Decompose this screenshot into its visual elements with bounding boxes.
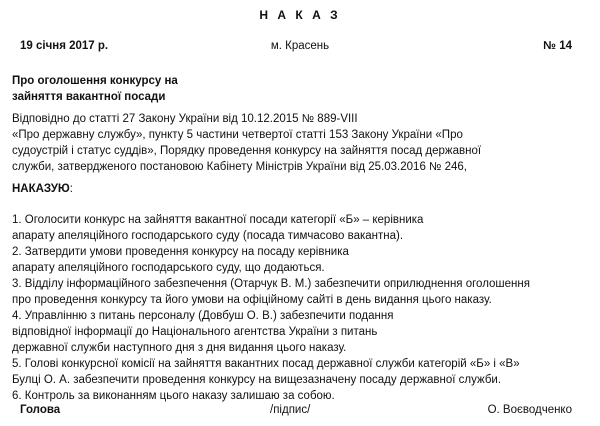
order-item-line: 6. Контроль за виконанням цього наказу залишаю за собою. — [12, 390, 335, 402]
order-items — [12, 212, 596, 404]
signature-mark: /підпис/ — [270, 404, 311, 416]
preamble-line: «Про державну службу», пункту 5 частини четвертої статті 153 Закону України «Про — [12, 129, 463, 141]
order-item-line: 4. Управлінню з питань персоналу (Довбуш О. В.) забезпечити подання — [12, 310, 394, 322]
document-title: Н А К А З — [259, 8, 341, 22]
document-date: 19 січня 2017 р. — [20, 40, 109, 52]
order-item-line: 2. Затвердити умови проведення конкурсу на посаду керівника — [12, 246, 349, 258]
order-item-line: Булці О. А. забезпечити проведення конкурсу на вищезазначену посаду державної служби. — [12, 374, 502, 386]
subject-line: Про оголошення конкурсу на — [12, 75, 178, 87]
order-item-line: державної служби наступного дня з дня видання цього наказу. — [12, 342, 347, 354]
order-item-line: апарату апеляційного господарського суду (посада тимчасово вакантна). — [12, 230, 404, 242]
document-number: № 14 — [543, 40, 572, 52]
signatory-position: Голова — [20, 404, 61, 416]
preamble-line: судоустрій і статус суддів», Порядку проведення конкурсу на зайняття посад державної — [12, 145, 482, 157]
order-word: НАКАЗУЮ — [12, 183, 70, 195]
signatory-name: О. Воєводченко — [487, 404, 572, 416]
order-word-colon: : — [69, 183, 73, 195]
order-item-line: апарату апеляційного господарського суду, що додаються. — [12, 262, 325, 274]
order-item-line: 3. Відділу інформаційного забезпечення (Отарчук В. М.) забезпечити оприлюднення оголошення — [12, 278, 530, 290]
preamble-line: Відповідно до статті 27 Закону України від 10.12.2015 № 889-VIII — [12, 113, 358, 125]
order-item-line: про проведення конкурсу та його умови на офіційному сайті в день видання цього наказу. — [12, 294, 492, 306]
subject-line: зайняття вакантної посади — [12, 91, 166, 103]
order-heading — [12, 183, 73, 195]
order-item-line: 1. Оголосити конкурс на зайняття вакантної посади категорії «Б» – керівника — [12, 214, 424, 226]
document-meta — [0, 40, 600, 56]
order-item-line: 5. Голові конкурсної комісії на зайняття вакантних посад державної служби категорій «Б» і «В» — [12, 358, 520, 370]
preamble-line: служби, затвердженого постановою Кабінету Міністрів України від 25.03.2016 № 246, — [12, 161, 467, 173]
document-subject — [12, 73, 178, 105]
order-item-line: відповідної інформації до Національного агентства України з питань — [12, 326, 378, 338]
document-place: м. Красень — [270, 40, 330, 52]
document-preamble — [12, 111, 596, 175]
signature-block — [0, 404, 600, 420]
